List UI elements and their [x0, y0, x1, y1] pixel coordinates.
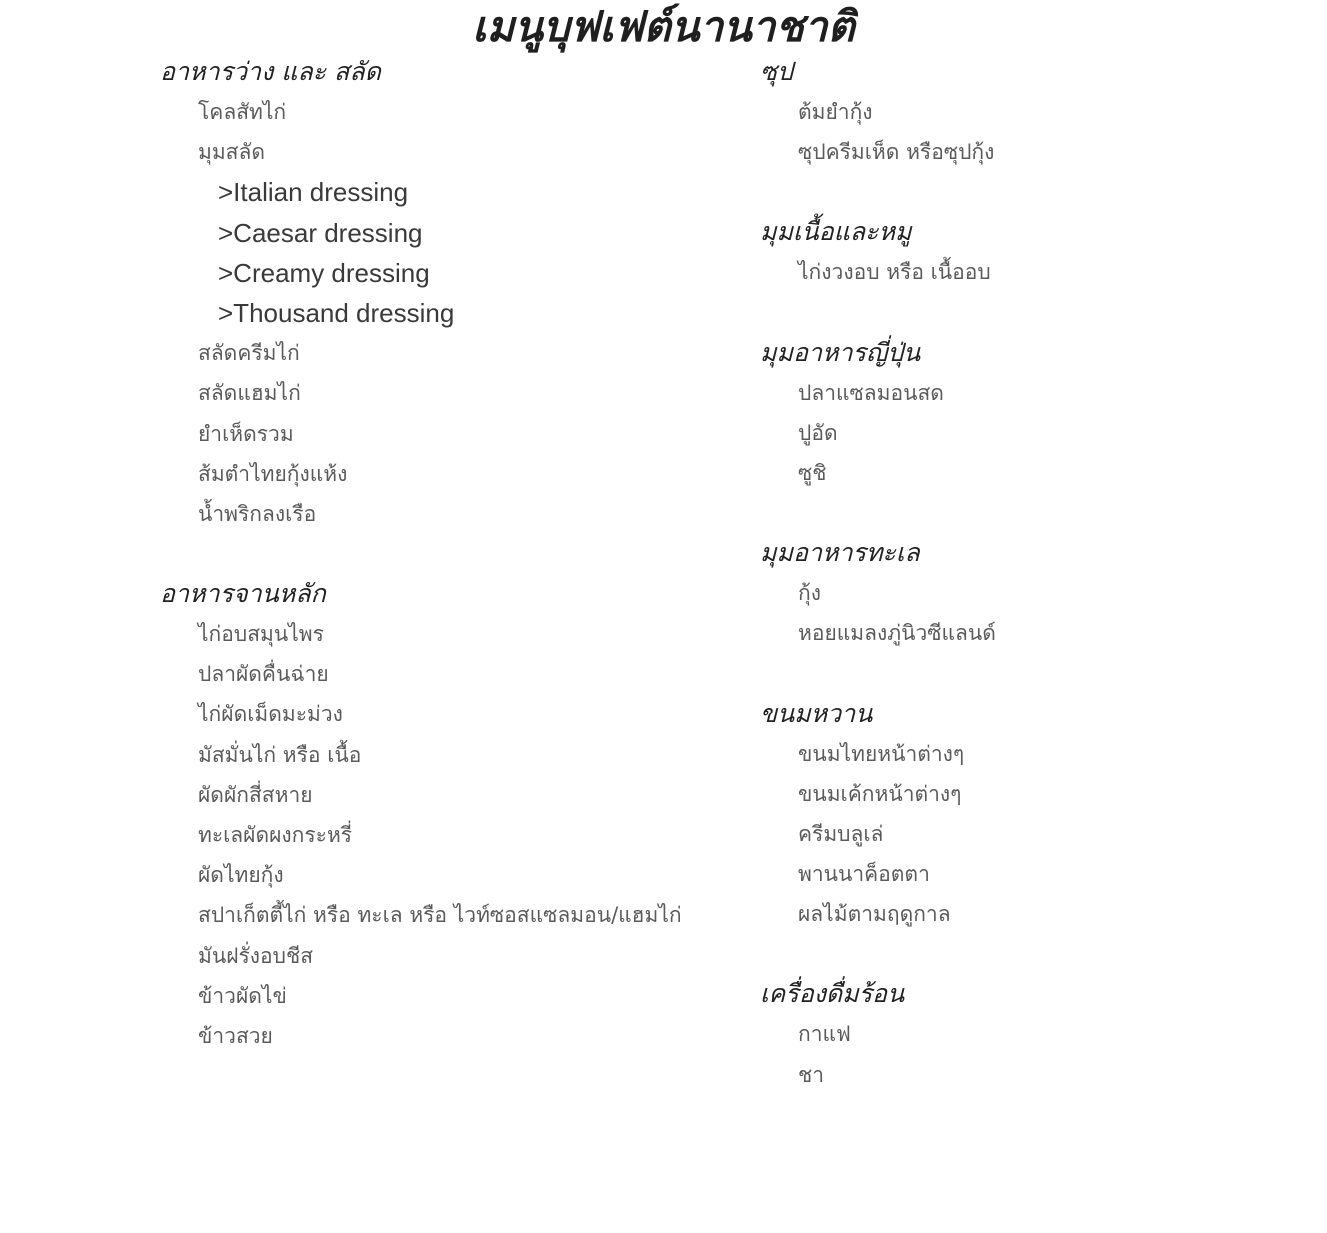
- menu-item: ครีมบลูเล่: [798, 821, 884, 846]
- meat-section: [760, 212, 1280, 292]
- section-heading-soup: ซุป: [760, 57, 793, 86]
- section-spacer: [160, 534, 720, 574]
- meat-list: [760, 252, 1280, 292]
- menu-item: ผัดไทยกุ้ง: [198, 863, 284, 888]
- menu-item: พานนาค็อตตา: [798, 862, 930, 887]
- menu-item: ปลาแซลมอนสด: [798, 380, 944, 405]
- dressing-item: >Thousand dressing: [218, 297, 455, 328]
- dressing-item: >Creamy dressing: [218, 257, 430, 288]
- dressing-item: >Caesar dressing: [218, 217, 423, 248]
- dessert-list: [760, 734, 1280, 935]
- section-heading-japanese: มุมอาหารญี่ปุ่น: [760, 337, 921, 367]
- right-column: [760, 52, 1280, 1095]
- seafood-section: [760, 533, 1280, 653]
- section-heading-main-course: อาหารจานหลัก: [160, 579, 326, 609]
- menu-item: สลัดแฮมไก่: [198, 381, 301, 406]
- section-heading-hot-drinks: เครื่องดื่มร้อน: [760, 979, 905, 1009]
- section-heading-seafood: มุมอาหารทะเล: [760, 538, 920, 568]
- page-title: เมนูบุฟเฟต์นานาชาติ: [472, 2, 855, 51]
- hot-drinks-list: [760, 1014, 1280, 1094]
- section-spacer: [760, 172, 1280, 212]
- menu-item: สลัดครีมไก่: [198, 341, 300, 366]
- section-spacer: [760, 654, 1280, 694]
- menu-item: ซุปครีมเห็ด หรือซุปกุ้ง: [798, 140, 995, 165]
- menu-item: มัสมั่นไก่ หรือ เนื้อ: [198, 742, 362, 767]
- menu-item: หอยแมลงภู่นิวซีแลนด์: [798, 621, 996, 646]
- soup-section: [760, 52, 1280, 172]
- section-heading-dessert: ขนมหวาน: [760, 698, 873, 728]
- menu-item: ไก่อบสมุนไพร: [198, 622, 324, 647]
- soup-list: [760, 92, 1280, 172]
- menu-item: ไก่ผัดเม็ดมะม่วง: [198, 702, 343, 727]
- menu-item: น้ำพริกลงเรือ: [198, 501, 317, 526]
- menu-item: มุมสลัด: [198, 140, 266, 165]
- section-spacer: [760, 293, 1280, 333]
- seafood-list: [760, 573, 1280, 653]
- menu-item: กุ้ง: [798, 581, 821, 606]
- menu-item: ปูอัด: [798, 420, 838, 445]
- menu-item: ไก่งวงอบ หรือ เนื้ออบ: [798, 260, 991, 285]
- appetizer-salad-section: [160, 52, 720, 534]
- dessert-section: [760, 694, 1280, 935]
- menu-item: ต้มยำกุ้ง: [798, 100, 873, 124]
- menu-item: มันฝรั่งอบชีส: [198, 943, 314, 968]
- menu-item: ปลาผัดคื่นฉ่าย: [198, 662, 329, 687]
- menu-item: ทะเลผัดผงกระหรี่: [198, 823, 353, 847]
- menu-item: สปาเก็ตตี้ไก่ หรือ ทะเล หรือ ไวท์ซอสแซลมอน/แฮมไก่: [198, 903, 682, 928]
- japanese-section: [760, 333, 1280, 494]
- menu-item: ขนมไทยหน้าต่างๆ: [798, 741, 965, 766]
- menu-item: กาแฟ: [798, 1022, 851, 1047]
- menu-item: ซูชิ: [798, 460, 827, 485]
- menu-item: ข้าวสวย: [198, 1023, 273, 1048]
- menu-item: ผัดผักสี่สหาย: [198, 782, 313, 807]
- japanese-list: [760, 373, 1280, 494]
- menu-item: ผลไม้ตามฤดูกาล: [798, 902, 951, 927]
- section-spacer: [760, 934, 1280, 974]
- menu-item: ยำเห็ดรวม: [198, 421, 294, 446]
- menu-item: โคลสัทไก่: [198, 100, 287, 124]
- hot-drinks-section: [760, 974, 1280, 1094]
- section-spacer: [760, 493, 1280, 533]
- menu-item: ส้มตำไทยกุ้งแห้ง: [198, 461, 348, 486]
- main-course-list: [160, 614, 720, 1056]
- appetizer-salad-list: [160, 92, 720, 534]
- section-heading-meat: มุมเนื้อและหมู: [760, 217, 912, 247]
- menu-item: ข้าวผัดไข่: [198, 983, 287, 1008]
- menu-item: ชา: [798, 1062, 825, 1087]
- main-course-section: [160, 574, 720, 1056]
- menu-item: ขนมเค้กหน้าต่างๆ: [798, 781, 962, 806]
- dressing-item: >Italian dressing: [218, 177, 409, 208]
- section-heading-appetizer-salad: อาหารว่าง และ สลัด: [160, 57, 381, 86]
- left-column: [160, 52, 720, 1056]
